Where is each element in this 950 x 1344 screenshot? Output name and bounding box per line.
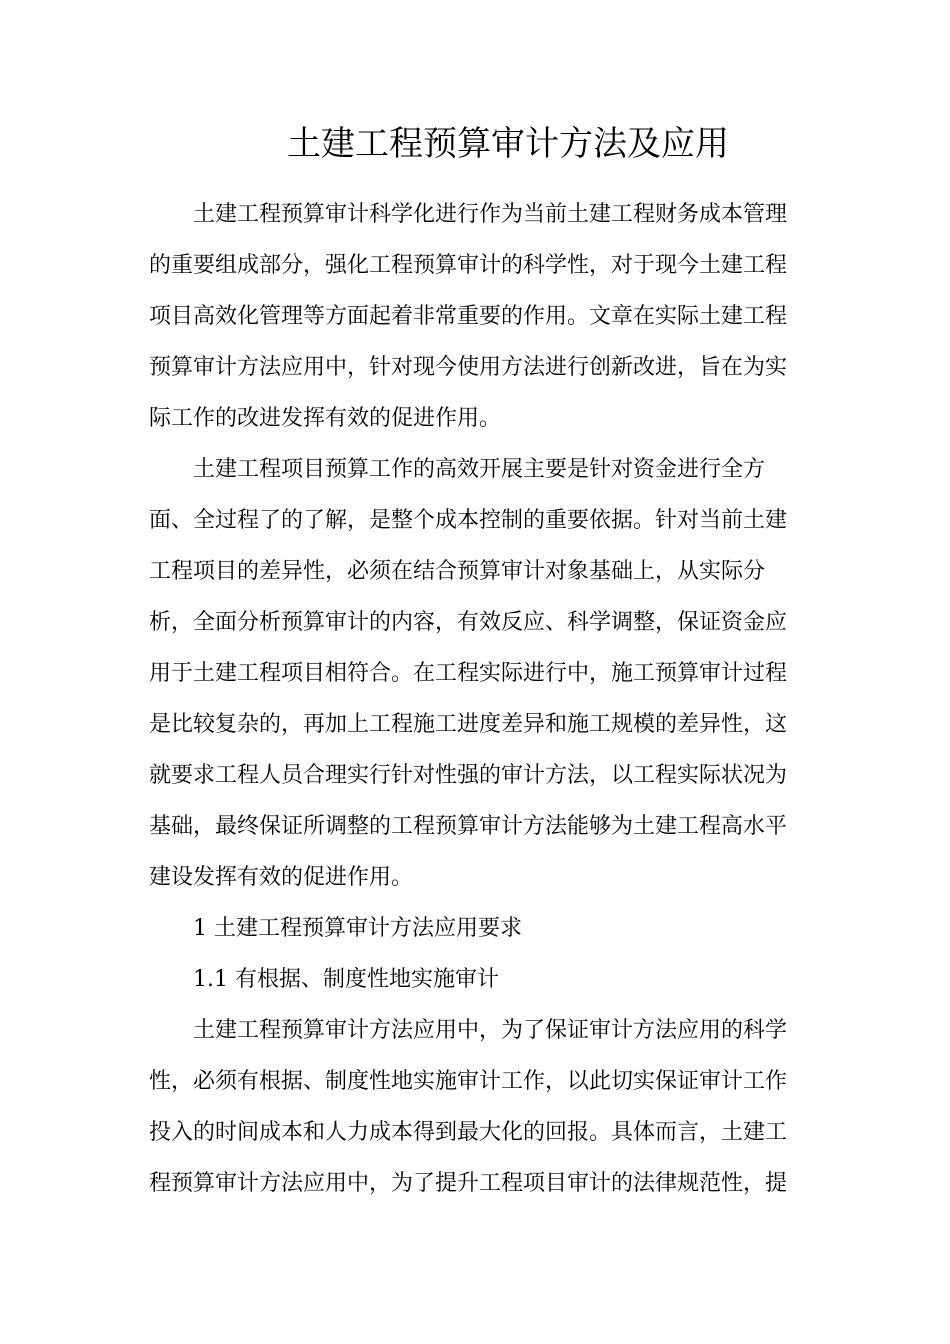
paragraph-line: 性，必须有根据、制度性地实施审计工作，以此切实保证审计工作 bbox=[149, 1069, 788, 1094]
paragraph-line: 的重要组成部分，强化工程预算审计的科学性，对于现今土建工程 bbox=[149, 253, 788, 278]
paragraph-line: 析，全面分析预算审计的内容，有效反应、科学调整，保证资金应 bbox=[149, 610, 788, 635]
paragraph-line: 项目高效化管理等方面起着非常重要的作用。文章在实际土建工程 bbox=[149, 304, 788, 329]
document-body bbox=[149, 189, 809, 1209]
paragraph-line: 建设发挥有效的促进作用。 bbox=[149, 865, 414, 890]
paragraph-line: 预算审计方法应用中，针对现今使用方法进行创新改进，旨在为实 bbox=[149, 355, 788, 380]
paragraph-section-body bbox=[149, 1005, 809, 1209]
subsection-heading-line: 1.1 有根据、制度性地实施审计 bbox=[193, 967, 499, 992]
paragraph-line: 土建工程项目预算工作的高效开展主要是针对资金进行全方 bbox=[193, 457, 766, 482]
paragraph-line: 基础，最终保证所调整的工程预算审计方法能够为土建工程高水平 bbox=[149, 814, 788, 839]
paragraph-line: 土建工程预算审计方法应用中，为了保证审计方法应用的科学 bbox=[193, 1018, 788, 1043]
paragraph-line: 是比较复杂的，再加上工程施工进度差异和施工规模的差异性，这 bbox=[149, 712, 788, 737]
paragraph-line: 际工作的改进发挥有效的促进作用。 bbox=[149, 406, 502, 431]
paragraph-line: 工程项目的差异性，必须在结合预算审计对象基础上，从实际分 bbox=[149, 559, 766, 584]
paragraph-line: 面、全过程了的了解，是整个成本控制的重要依据。针对当前土建 bbox=[149, 508, 788, 533]
paragraph-overview bbox=[149, 444, 809, 903]
section-heading bbox=[149, 903, 809, 954]
paragraph-intro bbox=[149, 189, 809, 444]
paragraph-line: 用于土建工程项目相符合。在工程实际进行中，施工预算审计过程 bbox=[149, 661, 788, 686]
paragraph-line: 投入的时间成本和人力成本得到最大化的回报。具体而言，土建工 bbox=[149, 1120, 788, 1145]
subsection-heading bbox=[149, 954, 809, 1005]
section-heading-line: 1 土建工程预算审计方法应用要求 bbox=[193, 916, 522, 941]
paragraph-line: 就要求工程人员合理实行针对性强的审计方法，以工程实际状况为 bbox=[149, 763, 788, 788]
paragraph-line: 土建工程预算审计科学化进行作为当前土建工程财务成本管理 bbox=[193, 202, 788, 227]
paragraph-line: 程预算审计方法应用中，为了提升工程项目审计的法律规范性，提 bbox=[149, 1171, 788, 1196]
document-title: 土建工程预算审计方法及应用 bbox=[287, 124, 729, 164]
